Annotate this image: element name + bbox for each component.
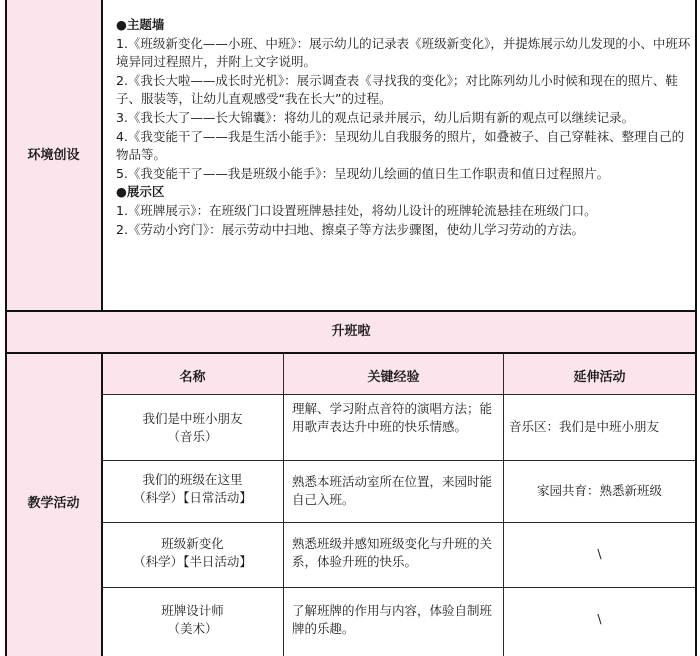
row1-ext: 音乐区：我们是中班小朋友 — [509, 419, 660, 434]
env-section-title-theme-wall: ●主题墙 — [116, 17, 165, 32]
table-row2-bottom — [102, 522, 696, 523]
table-row3-bottom — [102, 587, 696, 588]
row2-ext: 家园共育：熟悉新班级 — [536, 483, 662, 498]
env-theme-item-2: 2.《我长大啦——成长时光机》：展示调查表《寻找我的变化》；对比陈列幼儿小时候和现在的照片、鞋子、服装等，让幼儿直观感受“我在长大”的过程。 — [116, 72, 678, 107]
env-theme-item-3: 3.《我长大了——长大锦囊》：将幼儿的观点记录并展示，幼儿后期有新的观点可以继续记录。 — [116, 109, 635, 125]
divider-banner-bottom — [5, 352, 697, 354]
env-display-item-2: 2.《劳动小窍门》：展示劳动中扫地、擦桌子等方法步骤图，使幼儿学习劳动的方法。 — [116, 221, 585, 237]
env-display-item-1: 1.《班牌展示》：在班级门口设置班牌悬挂处，将幼儿设计的班牌轮流悬挂在班级门口。 — [116, 202, 597, 218]
row2-key: 熟悉本班活动室所在位置，来园时能自己入班。 — [292, 474, 493, 507]
table-row1-bottom — [102, 460, 696, 461]
table-col1-right — [283, 353, 284, 656]
row4-name: 班牌设计师 （美术） — [161, 603, 224, 636]
banner-title: 升班啦 — [331, 324, 371, 339]
header-key-experience: 关键经验 — [367, 370, 420, 385]
header-name: 名称 — [179, 370, 206, 385]
env-content — [116, 16, 694, 239]
env-theme-item-1: 1.《班级新变化——小班、中班》：展示幼儿的记录表《班级新变化》，并提炼展示幼儿发现的小、中班环境异同过程照片，并附上文字说明。 — [116, 35, 691, 70]
divider-env-bottom — [5, 310, 697, 312]
row2-name: 我们的班级在这里 （科学）【日常活动】 — [133, 472, 252, 505]
row4-ext: \ — [597, 611, 602, 626]
row3-key: 熟悉班级并感知班级变化与升班的关系，体验升班的快乐。 — [292, 536, 493, 569]
divider-label-column — [101, 0, 103, 311]
table-header-bottom — [102, 394, 696, 395]
teaching-label: 教学活动 — [27, 496, 80, 511]
env-theme-item-5: 5.《我变能干了——我是班级小能手》：呈现幼儿绘画的值日生工作职责和值日过程照片。 — [116, 165, 610, 181]
env-theme-item-4: 4.《我变能干了——我是生活小能手》：呈现幼儿自我服务的照片，如叠被子、自己穿鞋袜、整理自己的物品等。 — [116, 128, 685, 163]
row1-name: 我们是中班小朋友 （音乐） — [142, 411, 243, 444]
row4-key: 了解班牌的作用与内容，体验自制班牌的乐趣。 — [292, 603, 493, 636]
row3-name: 班级新变化 （科学）【半日活动】 — [133, 536, 252, 569]
env-label: 环境创设 — [27, 148, 80, 163]
row1-key: 理解、学习附点音符的演唱方法；能用歌声表达升中班的快乐情感。 — [292, 401, 493, 434]
env-section-title-display: ●展示区 — [116, 184, 165, 200]
header-extension: 延伸活动 — [573, 370, 626, 385]
row3-ext: \ — [597, 546, 602, 561]
